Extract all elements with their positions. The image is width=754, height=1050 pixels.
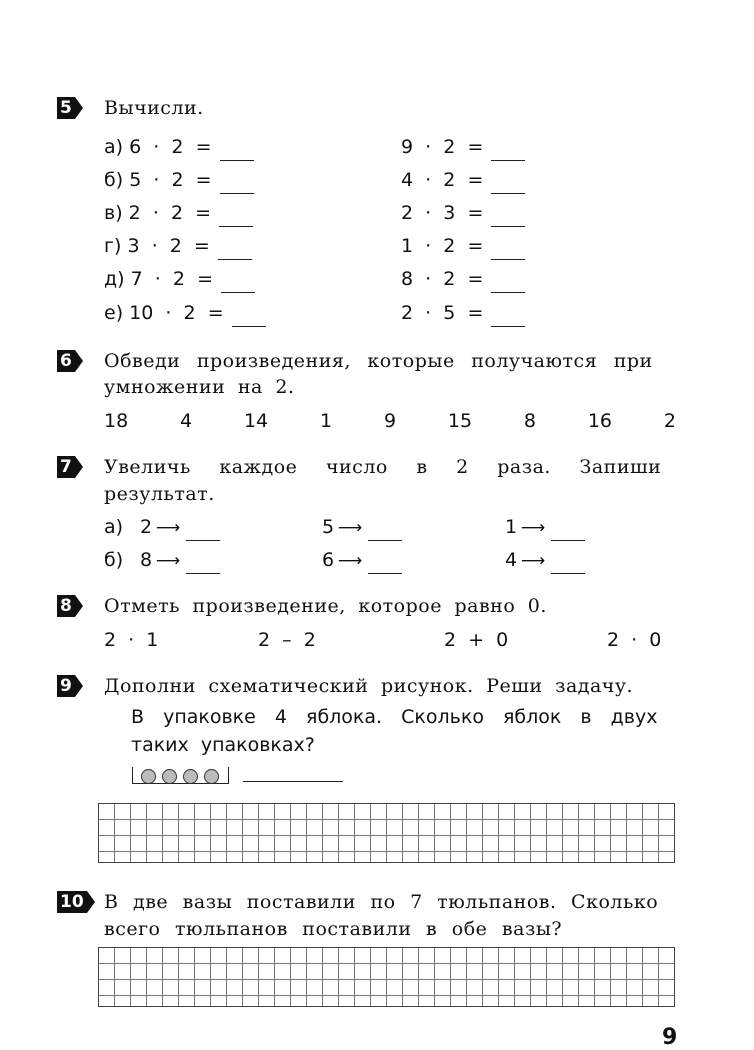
equation-row: 4 · 2 = bbox=[401, 169, 525, 194]
task-number: 8 bbox=[57, 595, 75, 617]
task-number: 6 bbox=[57, 350, 75, 372]
task-9-title: Дополни схематический рисунок. Реши задачу. bbox=[104, 675, 634, 697]
answer-blank[interactable] bbox=[218, 257, 252, 260]
triangle-icon bbox=[87, 891, 95, 913]
answer-blank[interactable] bbox=[491, 191, 525, 194]
task-7-row-a-label: а) bbox=[104, 516, 124, 538]
expression-option[interactable]: 2 + 0 bbox=[444, 629, 509, 651]
equation-row: г) 3 · 2 = bbox=[104, 235, 252, 260]
triangle-icon bbox=[75, 350, 83, 372]
apple-circle-icon bbox=[162, 769, 177, 784]
task-6-numbers bbox=[104, 410, 676, 432]
equation-row: б) 5 · 2 = bbox=[104, 169, 254, 194]
answer-blank[interactable] bbox=[491, 257, 525, 260]
number-option[interactable]: 9 bbox=[383, 410, 397, 432]
arrow-right-icon: ⟶ bbox=[520, 518, 546, 538]
increase-item: 2 ⟶ bbox=[140, 516, 220, 541]
task-10-badge bbox=[57, 891, 95, 913]
answer-blank[interactable] bbox=[368, 538, 402, 541]
answer-blank[interactable] bbox=[220, 158, 254, 161]
number-option[interactable]: 18 bbox=[104, 410, 129, 432]
task-8-title: Отметь произведение, которое равно 0. bbox=[104, 595, 547, 617]
triangle-icon bbox=[75, 97, 83, 119]
number-option[interactable]: 14 bbox=[243, 410, 269, 432]
task-7-line-1: Увеличь каждое число в 2 раза. Запиши bbox=[104, 456, 662, 478]
task-6-line-2: умножении на 2. bbox=[104, 376, 295, 398]
equation-row: в) 2 · 2 = bbox=[104, 202, 253, 227]
task-number: 7 bbox=[57, 456, 75, 478]
task-5-badge bbox=[57, 97, 83, 119]
arrow-right-icon: ⟶ bbox=[155, 518, 181, 538]
expression-option[interactable]: 2 · 1 bbox=[104, 629, 159, 651]
answer-blank[interactable] bbox=[186, 571, 220, 574]
number-option[interactable]: 2 bbox=[663, 410, 676, 432]
number-option[interactable]: 8 bbox=[523, 410, 536, 432]
answer-blank[interactable] bbox=[221, 290, 255, 293]
answer-blank[interactable] bbox=[491, 290, 525, 293]
answer-blank[interactable] bbox=[551, 538, 585, 541]
equation-row: а) 6 · 2 = bbox=[104, 136, 254, 161]
task-7-row-b-label: б) bbox=[104, 549, 124, 571]
task-9-line-2: таких упаковках? bbox=[131, 734, 315, 756]
equation-row: д) 7 · 2 = bbox=[104, 268, 255, 293]
expression-option[interactable]: 2 · 0 bbox=[607, 629, 662, 651]
triangle-icon bbox=[75, 595, 83, 617]
increase-item: 4 ⟶ bbox=[505, 549, 585, 574]
page-number: 9 bbox=[662, 1025, 678, 1050]
task-10-answer-grid[interactable] bbox=[98, 947, 675, 1007]
increase-item: 8 ⟶ bbox=[140, 549, 220, 574]
equation-row: 8 · 2 = bbox=[401, 268, 525, 293]
answer-blank[interactable] bbox=[219, 224, 253, 227]
task-number: 5 bbox=[57, 97, 75, 119]
number-option[interactable]: 16 bbox=[587, 410, 613, 432]
expression-option[interactable]: 2 – 2 bbox=[258, 629, 316, 651]
apple-scheme bbox=[132, 767, 343, 785]
task-5-title: Вычисли. bbox=[104, 97, 204, 119]
number-option[interactable]: 4 bbox=[180, 410, 193, 432]
arrow-right-icon: ⟶ bbox=[155, 551, 181, 571]
answer-blank[interactable] bbox=[186, 538, 220, 541]
task-9-badge bbox=[57, 675, 83, 697]
answer-blank[interactable] bbox=[491, 224, 525, 227]
increase-item: 6 ⟶ bbox=[322, 549, 402, 574]
triangle-icon bbox=[75, 675, 83, 697]
arrow-right-icon: ⟶ bbox=[520, 551, 546, 571]
apple-circle-icon bbox=[183, 769, 198, 784]
triangle-icon bbox=[75, 456, 83, 478]
increase-item: 5 ⟶ bbox=[322, 516, 402, 541]
equation-row: 1 · 2 = bbox=[401, 235, 525, 260]
task-10-line-2: всего тюльпанов поставили в обе вазы? bbox=[104, 918, 563, 940]
scheme-blank[interactable] bbox=[243, 779, 343, 782]
number-option[interactable]: 1 bbox=[320, 410, 333, 432]
task-7-badge bbox=[57, 456, 83, 478]
answer-blank[interactable] bbox=[220, 191, 254, 194]
equation-row: 2 · 3 = bbox=[401, 202, 525, 227]
equation-row: 2 · 5 = bbox=[401, 302, 525, 327]
task-number: 9 bbox=[57, 675, 75, 697]
arrow-right-icon: ⟶ bbox=[337, 551, 363, 571]
task-9-line-1: В упаковке 4 яблока. Сколько яблок в двух bbox=[131, 706, 658, 728]
task-10-line-1: В две вазы поставили по 7 тюльпанов. Сколько bbox=[104, 891, 659, 913]
arrow-right-icon: ⟶ bbox=[337, 518, 363, 538]
task-number: 10 bbox=[57, 891, 87, 913]
increase-item: 1 ⟶ bbox=[505, 516, 585, 541]
equation-row: е) 10 · 2 = bbox=[104, 302, 266, 327]
number-option[interactable]: 15 bbox=[447, 410, 473, 432]
task-9-answer-grid[interactable] bbox=[98, 803, 675, 863]
answer-blank[interactable] bbox=[368, 571, 402, 574]
task-6-line-1: Обведи произведения, которые получаются при bbox=[104, 350, 653, 372]
apple-circle-icon bbox=[204, 769, 219, 784]
task-7-line-2: результат. bbox=[104, 483, 215, 505]
apple-circle-icon bbox=[141, 769, 156, 784]
task-6-badge bbox=[57, 350, 83, 372]
task-8-badge bbox=[57, 595, 83, 617]
equation-row: 9 · 2 = bbox=[401, 136, 525, 161]
answer-blank[interactable] bbox=[551, 571, 585, 574]
answer-blank[interactable] bbox=[491, 324, 525, 327]
answer-blank[interactable] bbox=[491, 158, 525, 161]
answer-blank[interactable] bbox=[232, 324, 266, 327]
